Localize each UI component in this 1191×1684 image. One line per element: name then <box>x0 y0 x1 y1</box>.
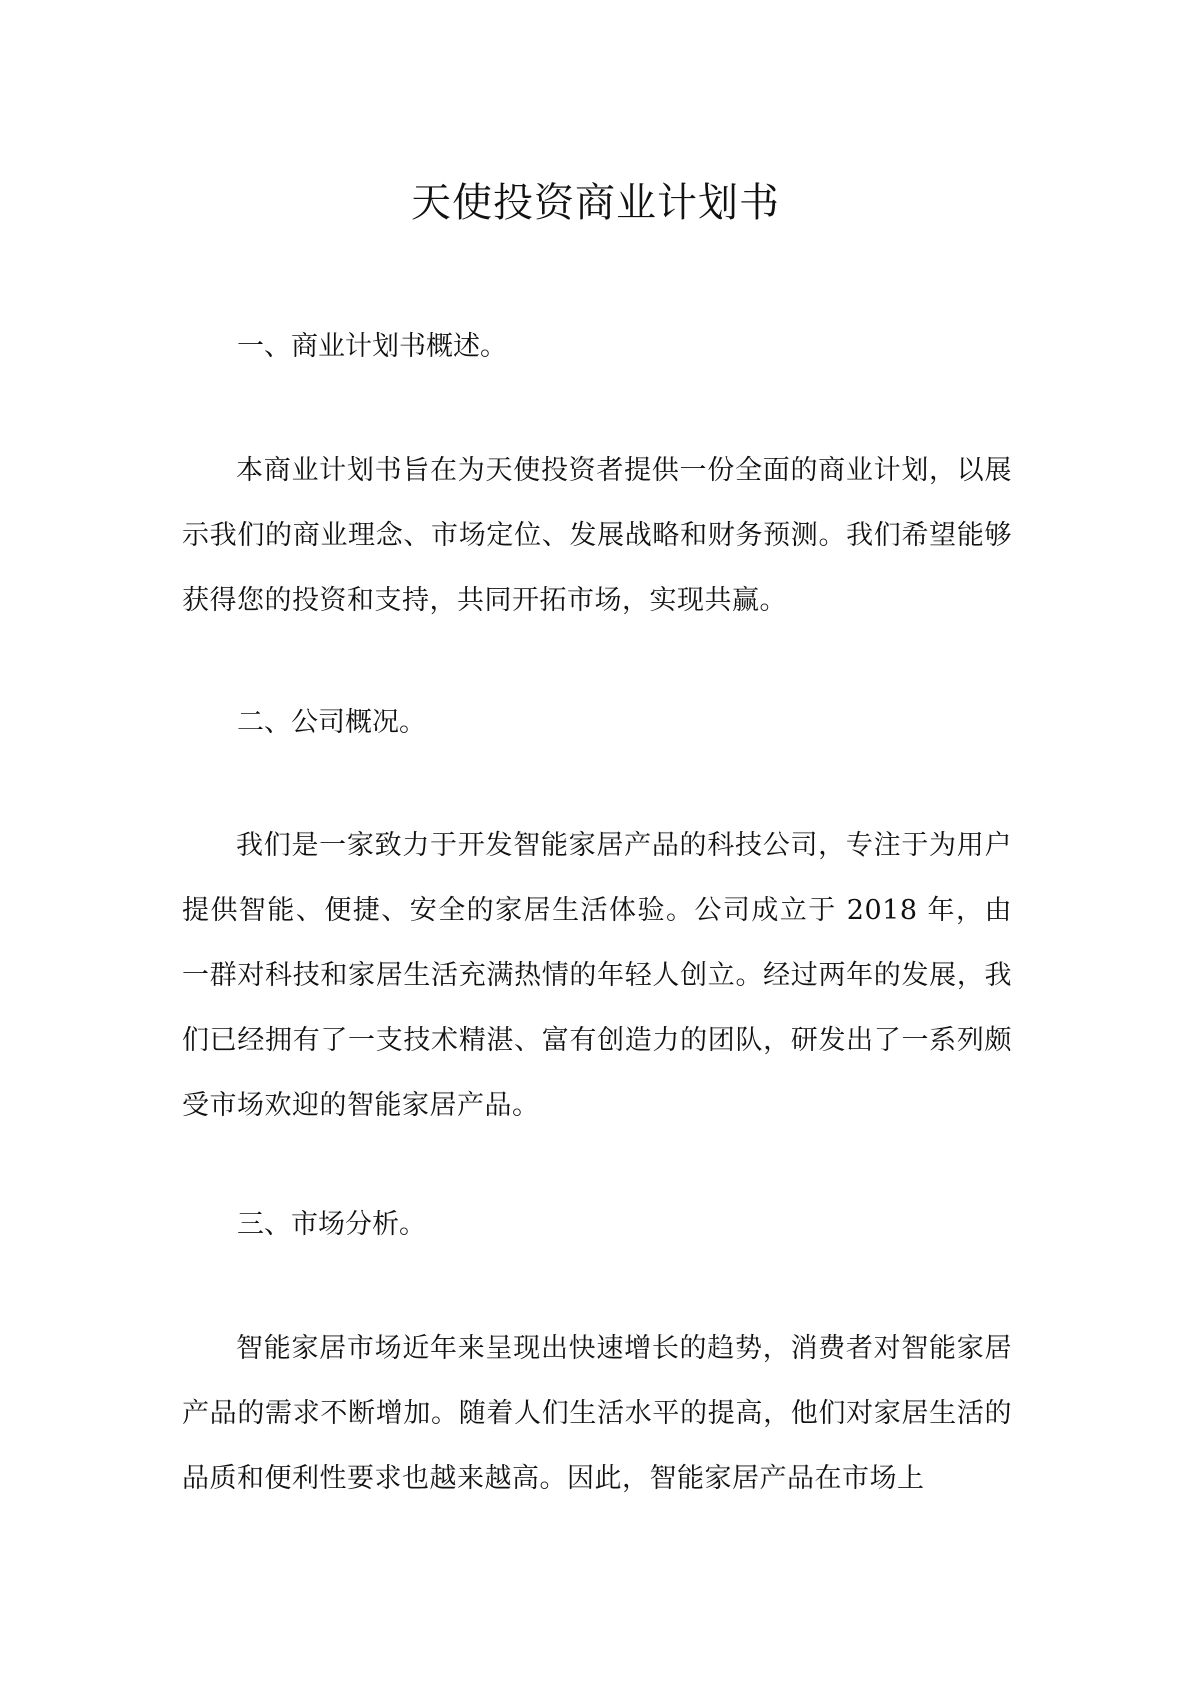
section-heading-company: 二、公司概况。 <box>237 707 426 738</box>
section-paragraph-company: 我们是一家致力于开发智能家居产品的科技公司，专注于为用户提供智能、便捷、安全的家居生活体验。公司成立于 2018 年，由一群对科技和家居生活充满热情的年轻人创立。经过两年的发展，我们已经拥有了一支技术精湛、富有创造力的团队，研发出了一系列颇受市场欢迎的智能家居产品。 <box>182 830 1012 1121</box>
section-paragraph-overview: 本商业计划书旨在为天使投资者提供一份全面的商业计划，以展示我们的商业理念、市场定位、发展战略和财务预测。我们希望能够获得您的投资和支持，共同开拓市场，实现共赢。 <box>182 455 1012 616</box>
document-title: 天使投资商业计划书 <box>411 180 780 226</box>
section-heading-overview: 一、商业计划书概述。 <box>237 331 507 362</box>
section-paragraph-market: 智能家居市场近年来呈现出快速增长的趋势，消费者对智能家居产品的需求不断增加。随着人们生活水平的提高，他们对家居生活的品质和便利性要求也越来越高。因此，智能家居产品在市场上 <box>182 1333 1012 1494</box>
section-heading-market: 三、市场分析。 <box>237 1209 426 1240</box>
